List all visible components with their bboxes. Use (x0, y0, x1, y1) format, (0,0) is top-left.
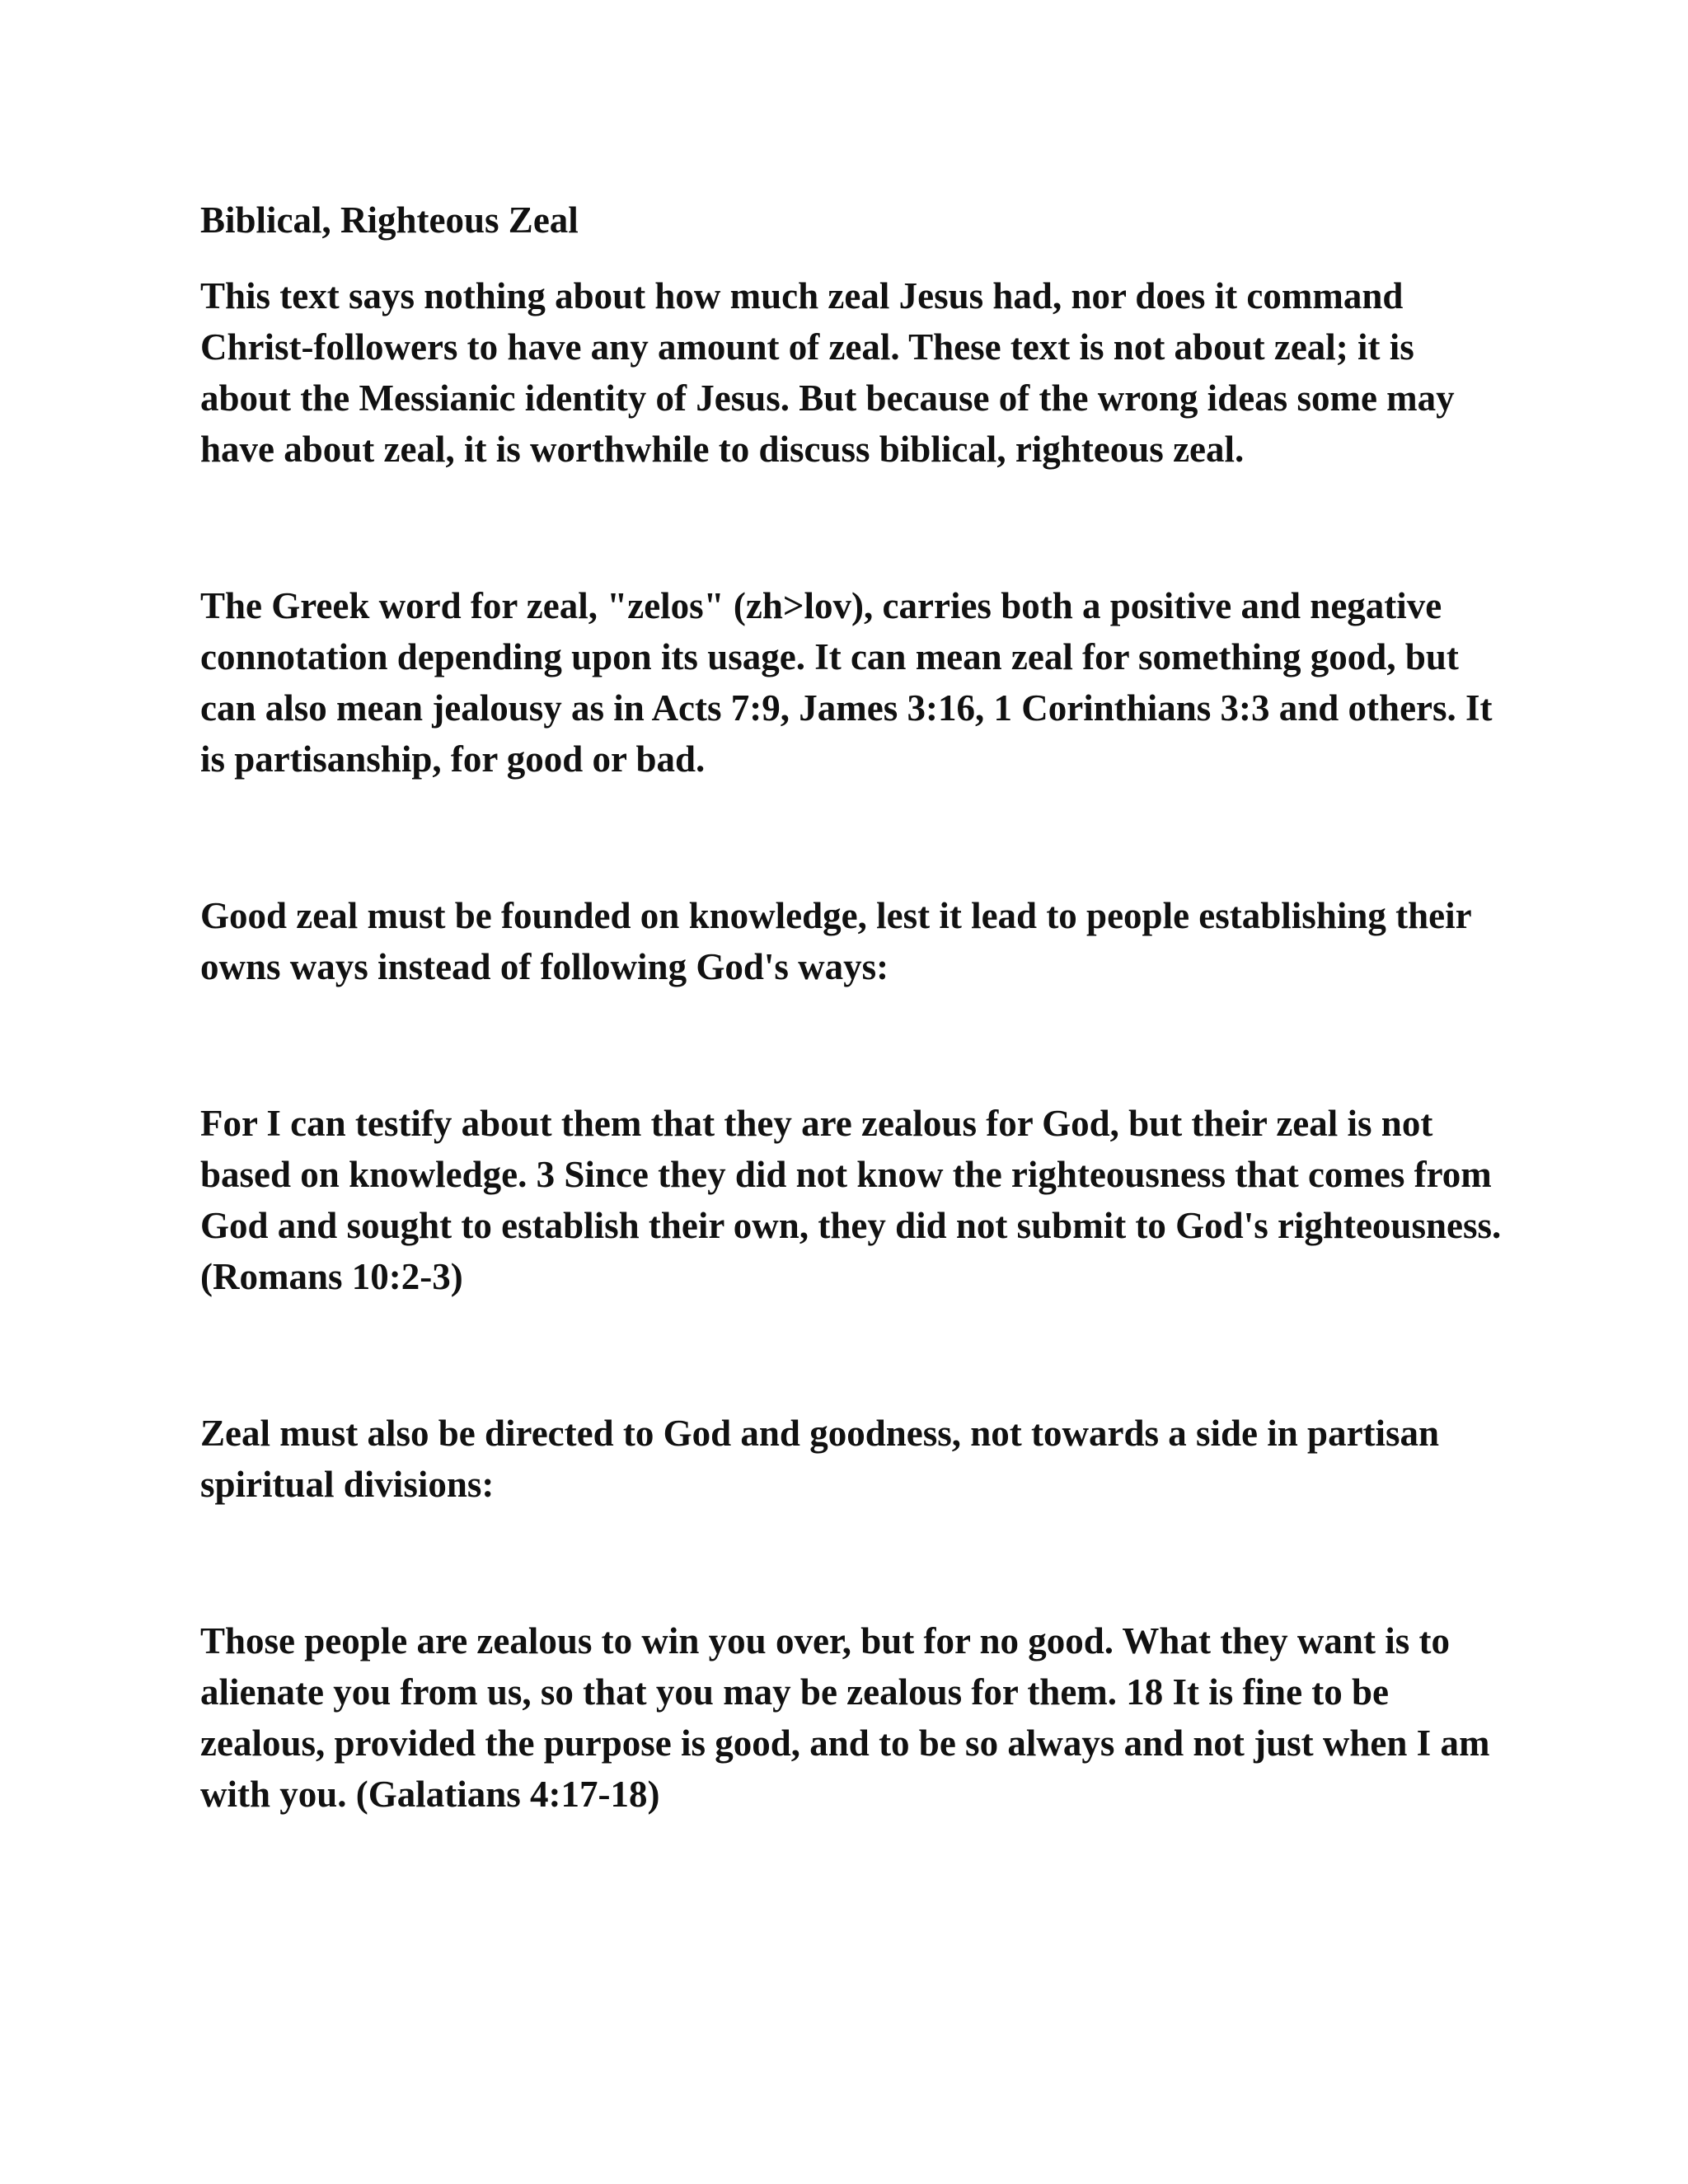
paragraph-zeal-intro: This text says nothing about how much zeal Jesus had, nor does it command Christ-followers to have any amount of zeal. These text is not about zeal; it is about the Messianic identity of Jesus. But because of the wrong ideas some may have about zeal, it is worthwhile to discuss biblical, righteous zeal. (200, 275, 1455, 470)
paragraph-good-zeal: Good zeal must be founded on knowledge, lest it lead to people establishing their owns ways instead of following God's ways: (200, 895, 1471, 987)
paragraph-greek-word: The Greek word for zeal, "zelos" (zh>lov), carries both a positive and negative connotation depending upon its usage. It can mean zeal for something good, but can also mean jealousy as in Acts 7:9, James 3:16, 1 Corinthians 3:3 and others. It is partisanship, for good or bad. (200, 585, 1493, 780)
paragraph-galatians-quote: Those people are zealous to win you over, but for no good. What they want is to alienate you from us, so that you may be zealous for them. 18 It is fine to be zealous, provided the purpose is good, and to be so always and not just when I am with you. (Galatians 4:17-18) (200, 1620, 1490, 1815)
document-title: Biblical, Righteous Zeal (200, 199, 579, 241)
document-body (200, 194, 1503, 1820)
paragraph-romans-quote: For I can testify about them that they are zealous for God, but their zeal is not based on knowledge. 3 Since they did not know the righteousness that comes from God and sought to establish their own, they did not submit to God's righteousness. (Romans 10:2-3) (200, 1103, 1502, 1297)
paragraph-directed-zeal: Zeal must also be directed to God and goodness, not towards a side in partisan spiritual divisions: (200, 1413, 1440, 1505)
